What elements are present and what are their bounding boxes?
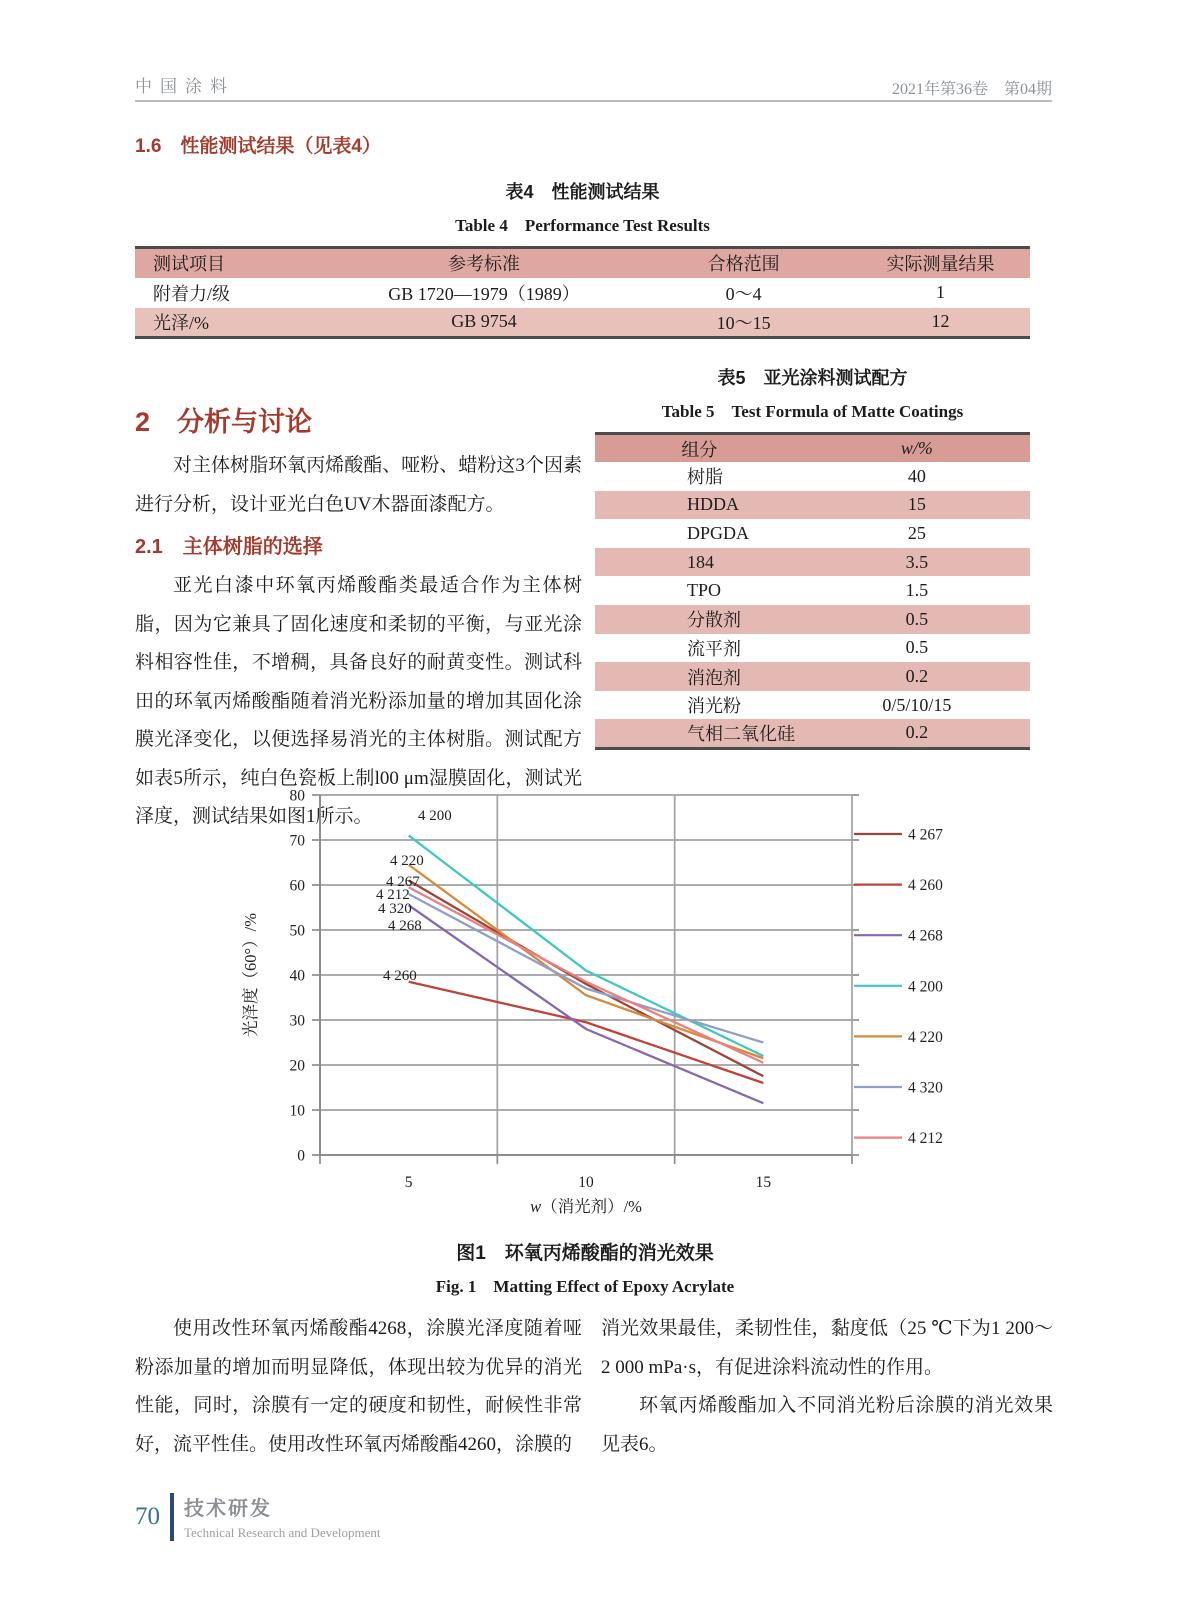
- table-cell: 消光粉: [687, 696, 741, 717]
- x-tick-label: 5: [404, 1174, 413, 1191]
- bottom-right-paragraph-2: 环氧丙烯酸酯加入不同消光粉后涂膜的消光效果见表6。: [601, 1395, 1053, 1455]
- table-cell: 12: [931, 311, 950, 332]
- y-tick-label: 60: [289, 877, 305, 895]
- series-start-label: 4 320: [378, 901, 412, 917]
- legend-label: 4 260: [908, 877, 943, 895]
- section-1-6-heading: 1.6 性能测试结果（见表4）: [135, 136, 381, 157]
- footer-section-zh: 技术研发: [184, 1498, 272, 1520]
- figure1-caption: [135, 1238, 1035, 1297]
- table-cell: 25: [907, 523, 926, 544]
- table-row: [595, 719, 1030, 748]
- section-2-1-heading: 2.1 主体树脂的选择: [135, 536, 323, 558]
- table-cell: 1.5: [905, 580, 929, 601]
- column-header: 参考标准: [448, 254, 521, 275]
- table-cell: 流平剂: [687, 638, 741, 659]
- figure1-chart-svg: [240, 768, 1050, 1223]
- page-number: 70: [135, 1502, 160, 1530]
- table5: [595, 432, 1030, 750]
- section-2-1-paragraph: 亚光白漆中环氧丙烯酸酯类最适合作为主体树脂，因为它兼具了固化速度和柔韧的平衡，与亚光涂料相容性佳，不增稠，具备良好的耐黄变性。测试科田的环氧丙烯酸酯随着消光粉添加量的增加其固化涂膜光泽变化，以便选择易消光的主体树脂。测试配方如表5所示，纯白色瓷板上制l00 μm湿膜固化，测试光泽度，测试结果如图1所示。: [135, 575, 582, 827]
- column-header: w/%: [900, 438, 933, 459]
- y-tick-label: 20: [289, 1057, 305, 1075]
- legend-label: 4 212: [908, 1130, 943, 1148]
- bottom-left-paragraph: 使用改性环氧丙烯酸酯4268，涂膜光泽度随着哑粉添加量的增加而明显降低，体现出较为优异的消光性能，同时，涂膜有一定的硬度和韧性，耐候性非常好，流平性佳。使用改性环氧丙烯酸酯4260，涂膜的: [135, 1318, 582, 1455]
- bottom-right-column: [601, 1310, 1053, 1464]
- page-footer: [135, 1492, 381, 1541]
- table5-title-en: Table 5 Test Formula of Matte Coatings: [661, 402, 964, 421]
- column-header: 实际测量结果: [886, 254, 995, 275]
- table-row: [595, 548, 1030, 577]
- table-row: [595, 662, 1030, 691]
- table-cell: 附着力/级: [153, 283, 231, 304]
- table-cell: 消泡剂: [687, 667, 741, 688]
- footer-section: [184, 1492, 381, 1541]
- y-tick-label: 0: [297, 1147, 305, 1165]
- y-tick-label: 50: [289, 922, 305, 940]
- column-header: 组分: [681, 439, 718, 460]
- table-cell: 0/5/10/15: [882, 694, 952, 715]
- table-row: [595, 605, 1030, 634]
- section-2-heading: 2 分析与讨论: [135, 407, 313, 437]
- y-tick-label: 30: [289, 1012, 305, 1030]
- footer-divider-bar: [170, 1493, 174, 1541]
- x-tick-label: 10: [578, 1174, 594, 1191]
- table-row: [135, 308, 1030, 338]
- table-cell: 光泽/%: [153, 312, 209, 333]
- table-row: [595, 576, 1030, 605]
- y-tick-label: 10: [289, 1102, 305, 1120]
- table4: [135, 246, 1030, 339]
- y-axis-title: 光泽度（60°）/%: [241, 913, 260, 1037]
- table-cell: 0.5: [905, 637, 929, 658]
- series-start-label: 4 220: [390, 853, 424, 869]
- bottom-right-paragraph-1: 消光效果最佳，柔韧性佳，黏度低（25 ℃下为1 200～2 000 mPa·s，有促进涂料流动性的作用。: [601, 1318, 1053, 1378]
- footer-section-en: Technical Research and Development: [184, 1525, 381, 1540]
- header-rule: [135, 100, 1052, 102]
- table-cell: 0.5: [905, 608, 929, 629]
- table-cell: HDDA: [687, 494, 739, 515]
- table-row: [595, 462, 1030, 491]
- table-cell: 气相二氧化硅: [687, 723, 795, 744]
- journal-name: 中国涂料: [135, 77, 235, 96]
- header-row: [595, 434, 1030, 463]
- series-start-label: 4 267: [386, 874, 420, 890]
- bottom-left-column: [135, 1310, 582, 1464]
- table-cell: 184: [687, 551, 714, 572]
- table4-title-zh: 表4 性能测试结果: [505, 182, 660, 202]
- section-2-paragraph: 对主体树脂环氧丙烯酸酯、哑粉、蜡粉这3个因素进行分析，设计亚光白色UV木器面漆配方。: [135, 455, 582, 515]
- y-tick-label: 70: [289, 832, 305, 850]
- series-start-label: 4 200: [418, 808, 452, 824]
- table-cell: 10～15: [716, 312, 771, 333]
- table-cell: DPGDA: [687, 523, 750, 544]
- table-cell: 0.2: [905, 722, 929, 743]
- y-tick-label: 80: [289, 787, 305, 805]
- figure1-chart: [240, 768, 1050, 1223]
- series-start-label: 4 260: [383, 968, 417, 984]
- y-tick-label: 40: [289, 967, 305, 985]
- series-start-label: 4 268: [388, 918, 422, 934]
- legend-label: 4 267: [908, 826, 943, 844]
- series-line-4260: [409, 982, 764, 1083]
- table-row: [135, 278, 1030, 308]
- table-cell: 树脂: [687, 467, 723, 488]
- issue-info: 2021年第36卷 第04期: [891, 81, 1052, 98]
- column-header: 测试项目: [153, 254, 225, 275]
- legend-label: 4 268: [908, 927, 943, 945]
- table-row: [595, 691, 1030, 720]
- series-line-4268: [409, 905, 764, 1103]
- table-row: [595, 519, 1030, 548]
- table-cell: 1: [935, 282, 945, 302]
- legend-label: 4 320: [908, 1079, 943, 1097]
- table-cell: 3.5: [905, 551, 929, 572]
- column-header: 合格范围: [707, 254, 780, 275]
- table4-title-en: Table 4 Performance Test Results: [455, 216, 710, 235]
- figure1-caption-en: Fig. 1 Matting Effect of Epoxy Acrylate: [435, 1277, 735, 1296]
- table-cell: 0～4: [725, 283, 762, 304]
- legend-label: 4 200: [908, 978, 943, 996]
- table5-title-zh: 表5 亚光涂料测试配方: [717, 368, 908, 388]
- series-start-label: 4 212: [376, 887, 410, 903]
- table-cell: 40: [907, 465, 926, 486]
- table-cell: 分散剂: [687, 610, 741, 631]
- x-tick-label: 15: [755, 1174, 772, 1191]
- figure1-caption-zh: 图1 环氧丙烯酸酯的消光效果: [456, 1243, 714, 1264]
- x-axis-title: w（消光剂）/%: [530, 1197, 642, 1216]
- legend-label: 4 220: [908, 1028, 943, 1046]
- table-row: [595, 634, 1030, 663]
- table-row: [595, 491, 1030, 520]
- table-cell: GB 9754: [451, 311, 517, 332]
- table-cell: 15: [907, 494, 926, 515]
- table5-block: [595, 364, 1030, 750]
- header-row: [135, 248, 1030, 278]
- table-cell: 0.2: [905, 666, 929, 687]
- table4-block: [135, 178, 1030, 339]
- table-cell: TPO: [687, 580, 722, 601]
- series-line-4267: [409, 881, 764, 1077]
- table-cell: GB 1720—1979（1989）: [388, 283, 580, 304]
